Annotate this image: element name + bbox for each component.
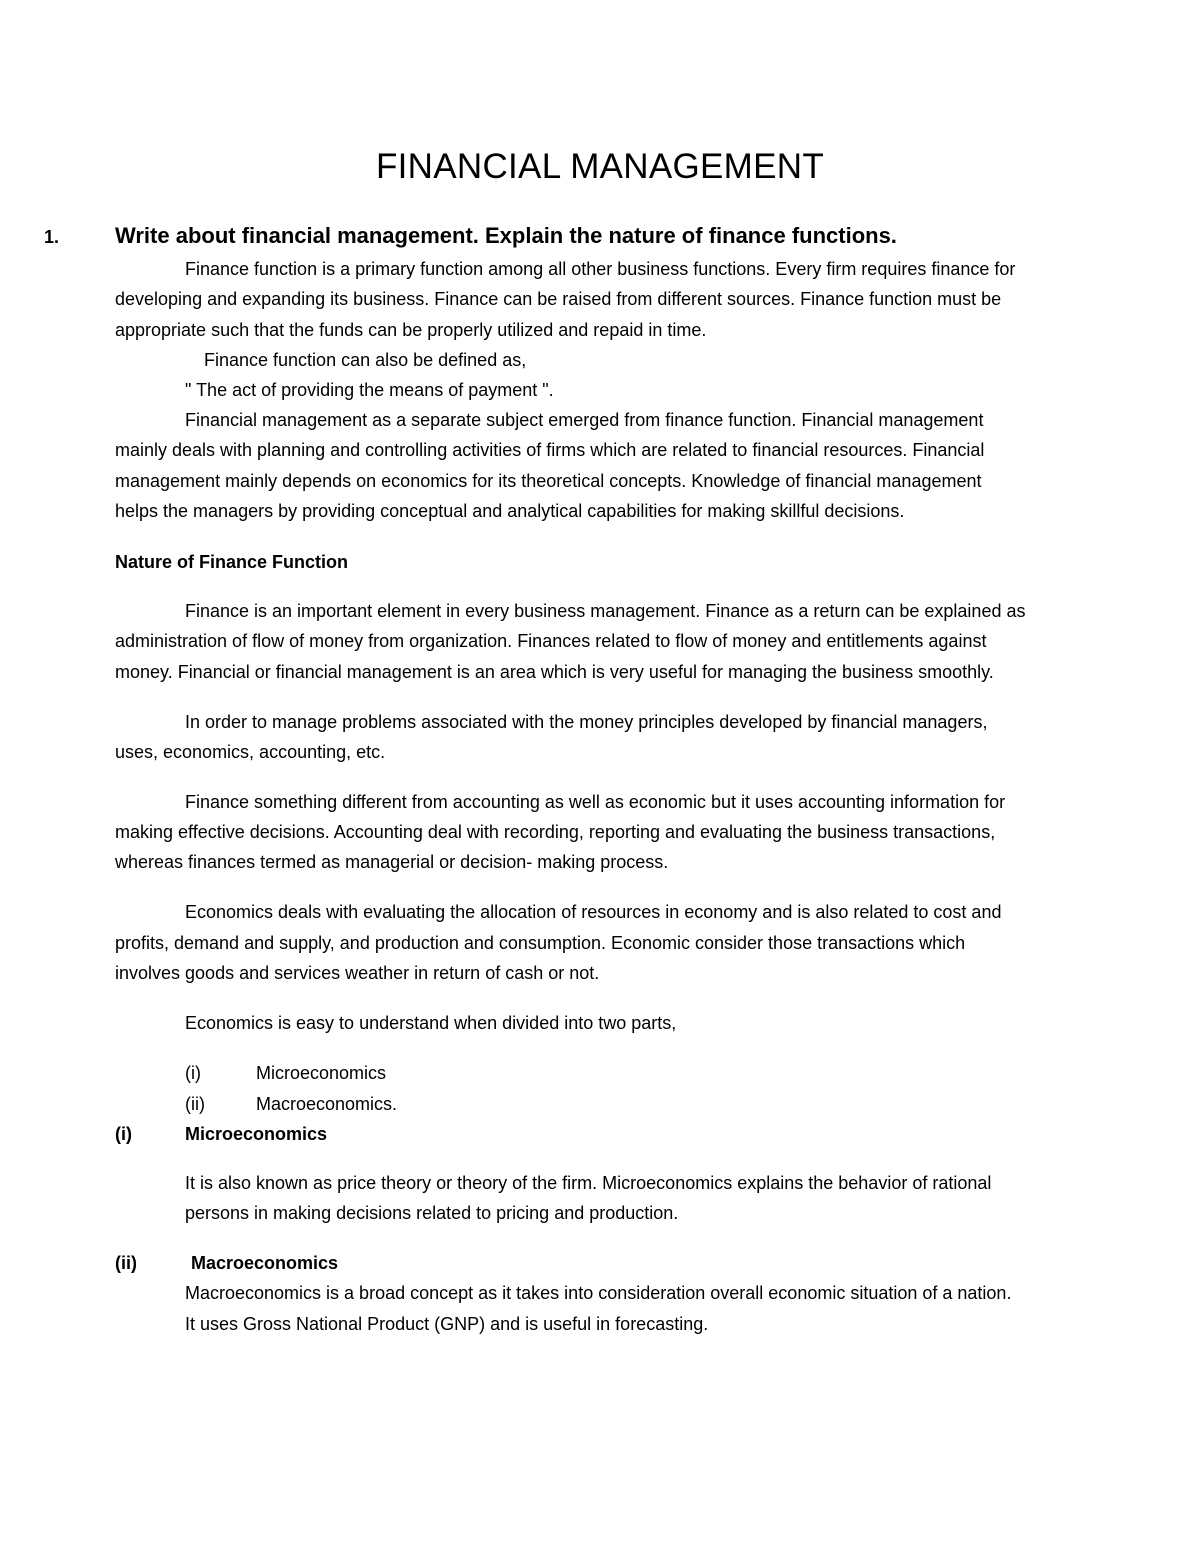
parts-list-label-1: Microeconomics bbox=[256, 1063, 387, 1083]
macro-marker: (ii) bbox=[115, 1253, 137, 1273]
parts-list-label-2: Macroeconomics. bbox=[256, 1094, 398, 1114]
para3-line-1: Finance something different from accounting as well as economic but it uses accounting information for bbox=[185, 792, 1006, 812]
parts-list-marker-1: (i) bbox=[185, 1063, 201, 1083]
para2-line-1: In order to manage problems associated with the money principles developed by financial managers, bbox=[185, 712, 988, 732]
macro-heading: Macroeconomics bbox=[191, 1253, 339, 1273]
para3-line-3: whereas finances termed as managerial or decision- making process. bbox=[115, 852, 669, 872]
parts-list-marker-2: (ii) bbox=[185, 1094, 205, 1114]
para1-line-1: Finance is an important element in every business management. Finance as a return can be explained as bbox=[185, 601, 1026, 621]
para4-line-2: profits, demand and supply, and production and consumption. Economic consider those transactions which bbox=[115, 933, 966, 953]
para4-line-1: Economics deals with evaluating the allocation of resources in economy and is also related to cost and bbox=[185, 902, 1002, 922]
para1-line-2: administration of flow of money from organization. Finances related to flow of money and entitlements against bbox=[115, 631, 987, 651]
document-title: FINANCIAL MANAGEMENT bbox=[375, 147, 825, 186]
definition-intro: Finance function can also be defined as, bbox=[204, 350, 527, 370]
fm-line-3: management mainly depends on economics for its theoretical concepts. Knowledge of financial management bbox=[115, 471, 982, 491]
macro-line-2: It uses Gross National Product (GNP) and is useful in forecasting. bbox=[185, 1314, 709, 1334]
macro-line-1: Macroeconomics is a broad concept as it takes into consideration overall economic situation of a nation. bbox=[185, 1283, 1012, 1303]
micro-line-1: It is also known as price theory or theory of the firm. Microeconomics explains the behavior of rational bbox=[185, 1173, 992, 1193]
question-number: 1. bbox=[44, 227, 60, 247]
question-text-wrapper bbox=[115, 219, 897, 253]
parts-intro: Economics is easy to understand when divided into two parts, bbox=[185, 1013, 677, 1033]
para1-line-3: money. Financial or financial management is an area which is very useful for managing the business smoothly. bbox=[115, 662, 994, 682]
intro-line-1: Finance function is a primary function among all other business functions. Every firm requires finance for bbox=[185, 259, 1016, 279]
fm-line-4: helps the managers by providing conceptual and analytical capabilities for making skillful decisions. bbox=[115, 501, 905, 521]
para4-line-3: involves goods and services weather in return of cash or not. bbox=[115, 963, 600, 983]
fm-line-1: Financial management as a separate subject emerged from finance function. Financial management bbox=[185, 410, 984, 430]
intro-line-2: developing and expanding its business. Finance can be raised from different sources. Finance function must be bbox=[115, 289, 1002, 309]
fm-line-2: mainly deals with planning and controlling activities of firms which are related to financial resources. Financial bbox=[115, 440, 985, 460]
definition-quote: " The act of providing the means of payment ". bbox=[185, 380, 554, 400]
micro-heading: Microeconomics bbox=[185, 1124, 328, 1144]
para3-line-2: making effective decisions. Accounting deal with recording, reporting and evaluating the business transactions, bbox=[115, 822, 996, 842]
intro-line-3: appropriate such that the funds can be properly utilized and repaid in time. bbox=[115, 320, 707, 340]
question-text-span: Write about financial management. Explain the nature of finance functions. bbox=[115, 223, 897, 248]
micro-line-2: persons in making decisions related to pricing and production. bbox=[185, 1203, 679, 1223]
nature-heading: Nature of Finance Function bbox=[115, 552, 349, 572]
para2-line-2: uses, economics, accounting, etc. bbox=[115, 742, 386, 762]
micro-marker: (i) bbox=[115, 1124, 132, 1144]
